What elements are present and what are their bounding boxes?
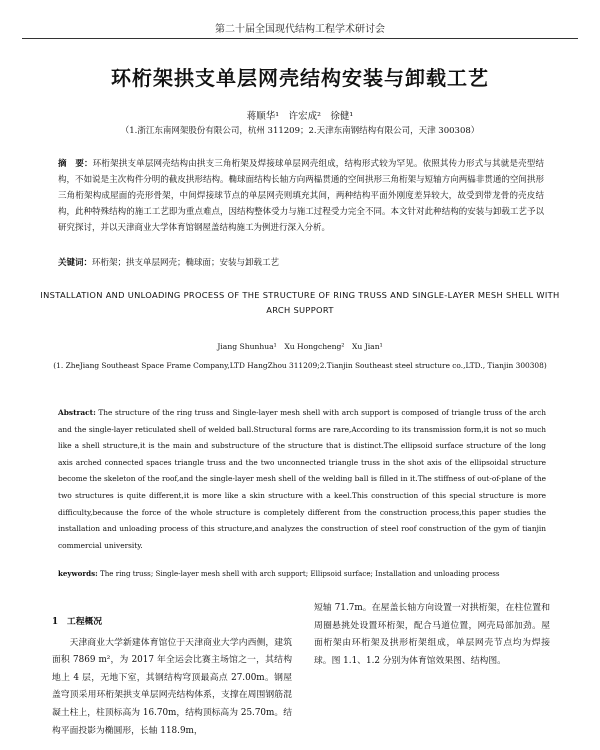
abstract-en-text: The structure of the ring truss and Single-layer mesh shell with arch support is composed of triangle truss of the arch and the single-layer reticulated shell of welded ball.Structural forms are rare,According to its transmission form,it is not so much like a shell structure,it is the main and substructure of the structure that is distinct.The ellipsoid surface structure of the long axis arched connected spaces triangle truss and the two unconnected triangle truss in the shot axis of the ellipsoidal structure become the skeleton of the roof,and the single-layer mesh shell of the welding ball is filled in it.The stiffness of out-of-plane of the two structures is quite different,it is more like a skin structure with a keel.This construction of this special structure is more difficulty,because the force of the whole structure is completely different from the construction process,this paper studies the installation and unloading process of this structure,and analyzes the construction of steel roof construction of the gym of tianjin commercial university.: [58, 408, 546, 550]
abstract-cn-label: 摘 要：: [58, 159, 93, 169]
section-paragraph-right: 短轴 71.7m。在屋盖长轴方向设置一对拱桁架，在柱位置和周圈悬挑处设置环桁架，配合马道位置，网壳局部加劲。屋面桁架由环桁架及拱形桁架组成，单层网壳节点均为焊接球。图 1.1、1.2 分别为体育馆效果图、结构图。: [314, 603, 550, 666]
keywords-en-text: The ring truss; Single-layer mesh shell with arch support; Ellipsoid surface; Installation and unloading process: [97, 569, 500, 578]
abstract-cn: [58, 156, 544, 236]
section-heading: 1 工程概况: [52, 617, 103, 627]
keywords-en: [58, 569, 558, 578]
paper-title-cn: 环桁架拱支单层网壳结构安装与卸载工艺: [111, 66, 489, 90]
paper-title-en: INSTALLATION AND UNLOADING PROCESS OF THE STRUCTURE OF RING TRUSS AND SINGLE-LAYER MESH SHELL WITH ARCH SUPPORT: [40, 290, 560, 315]
abstract-en-label: Abstract:: [58, 408, 96, 417]
authors-cn: 蒋顺华¹ 许宏成² 徐健¹: [246, 111, 354, 122]
body-column-right: [314, 600, 550, 670]
keywords-cn: [58, 256, 544, 270]
body-column-left: [52, 614, 292, 740]
affiliations-cn: （1.浙江东南网架股份有限公司，杭州 311209；2.天津东南钢结构有限公司，天津 300308）: [120, 126, 480, 136]
keywords-cn-label: 关键词：: [58, 258, 93, 268]
keywords-en-label: keywords:: [58, 569, 98, 578]
abstract-en: [58, 405, 546, 554]
affiliations-en: (1. ZheJiang Southeast Space Frame Company,LTD HangZhou 311209;2.Tianjin Southeast steel structure co.,LTD., Tianjin 300308): [53, 361, 547, 370]
abstract-cn-text: 环桁架拱支单层网壳结构由拱支三角桁架及焊接球单层网壳组成，结构形式较为罕见。依照其传力形式与其就是壳型结构，不如说是主次构件分明的截皮拱形结构。椭球面结构长轴方向两榀贯通的空间拱形三角桁架与短轴方向两榀非贯通的空间拱形三角桁架构成屋面的壳形骨架，中间焊接球节点的单层网壳则填充其间，两种结构平面外刚度差异较大，故受到带龙骨的壳皮结构，此种特殊结构的施工工艺即为重点难点，因结构整体受力与施工过程受力完全不同。本文针对此种结构的安装与卸载工艺予以研究探讨，并以天津商业大学体育馆钢屋盖结构施工为例进行深入分析。: [58, 159, 544, 233]
section-paragraph-left: 天津商业大学新建体育馆位于天津商业大学内西侧，建筑面积 7869 m²，为 2017 年全运会比赛主场馆之一，其结构地上 4 层，无地下室，其钢结构穹顶最高点 27.00m。钢屋盖穹顶采用环桁架拱支单层网壳结构体系，支撑在周围钢筋混凝土柱上，柱顶标高为 16.70m，结构顶标高为 25.70m。结构平面投影为椭圆形，长轴 118.9m，: [52, 637, 292, 736]
authors-en: Jiang Shunhua¹ Xu Hongcheng² Xu Jian¹: [217, 342, 383, 351]
running-header: 第二十届全国现代结构工程学术研讨会: [22, 20, 578, 39]
keywords-cn-text: 环桁架；拱支单层网壳；椭球面；安装与卸载工艺: [92, 258, 280, 268]
